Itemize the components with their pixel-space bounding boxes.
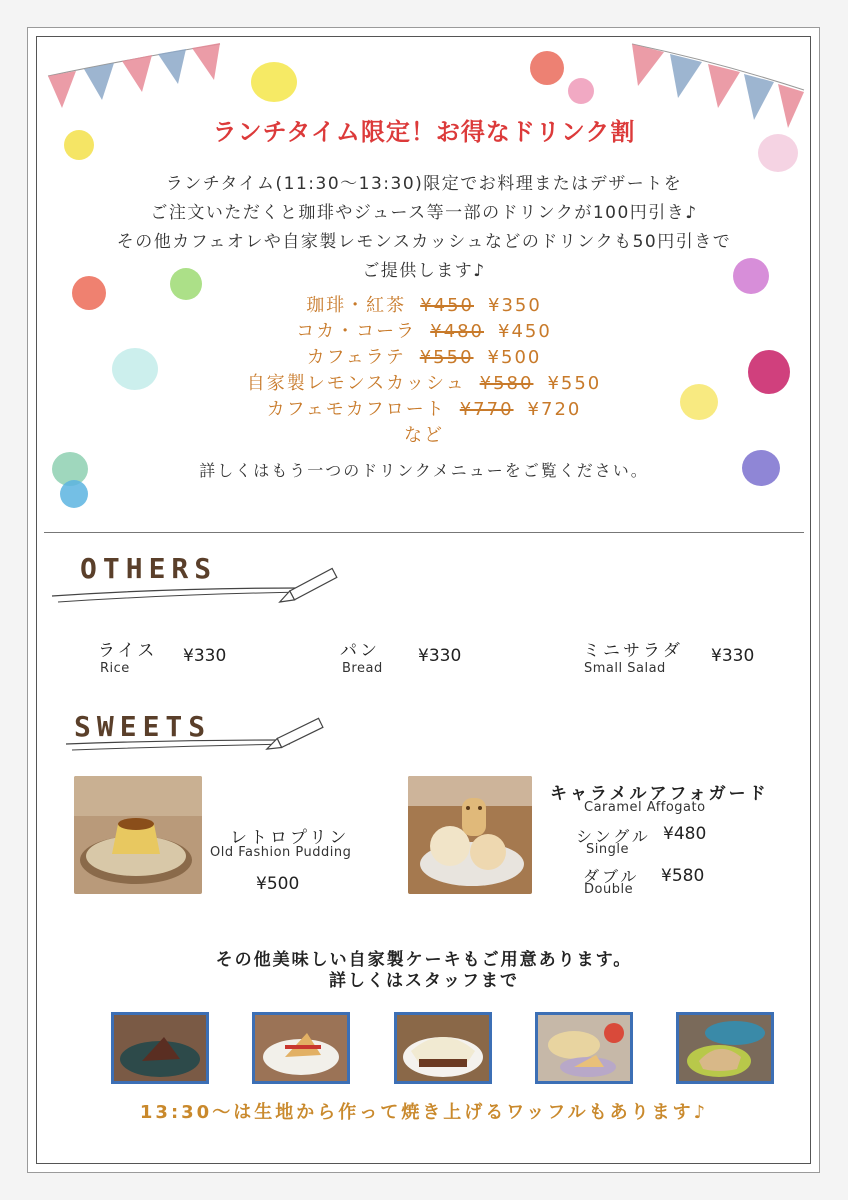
lunch-title: ランチタイム限定！お得なドリンク割 xyxy=(212,117,636,146)
drink-name: カフェラテ xyxy=(306,347,406,368)
drink-price-row xyxy=(0,343,848,369)
drink-price-row xyxy=(0,317,848,343)
others-item-price: ¥330 xyxy=(183,646,227,666)
intro-line: その他カフェオレや自家製レモンスカッシュなどのドリンクも50円引きで xyxy=(116,232,732,252)
intro-line: ランチタイム(11:30〜13:30)限定でお料理またはデザートを xyxy=(165,174,683,194)
drink-name: 珈琲・紅茶 xyxy=(306,295,407,316)
cake-photo xyxy=(676,1012,774,1084)
affogato-name: キャラメルアフォガード xyxy=(550,784,769,804)
others-item-en: Rice xyxy=(100,661,130,676)
drink-price-row xyxy=(0,369,848,395)
drink-old-price: ¥770 xyxy=(459,399,514,420)
decor-dot xyxy=(251,62,297,102)
pudding-photo xyxy=(74,776,202,894)
drink-new-price: ¥720 xyxy=(527,399,582,420)
pencil-underline xyxy=(64,716,336,754)
drink-old-price: ¥450 xyxy=(420,295,474,316)
others-item-price: ¥330 xyxy=(711,646,755,666)
others-item-name: ミニサラダ xyxy=(583,641,683,661)
affogato-double-en: Double xyxy=(584,882,634,897)
drink-new-price: ¥550 xyxy=(547,373,602,394)
affogato-single-label: シングル xyxy=(576,827,651,846)
waffle-note: 13:30〜は生地から作って焼き上げるワッフルもあります♪ xyxy=(139,1102,709,1123)
others-item-name: ライス xyxy=(98,641,158,661)
affogato-single-price: ¥480 xyxy=(663,824,707,844)
pudding-price: ¥500 xyxy=(256,874,300,894)
cake-photo xyxy=(252,1012,350,1084)
decor-dot xyxy=(60,480,88,508)
affogato-single-en: Single xyxy=(586,842,629,857)
decor-dot xyxy=(568,78,594,104)
cake-photo xyxy=(111,1012,209,1084)
affogato-double-label: ダブル xyxy=(583,867,640,886)
pencil-underline xyxy=(50,562,342,604)
cake-note-line1: その他美味しい自家製ケーキもご用意あります。 xyxy=(215,950,633,970)
section-divider xyxy=(44,532,804,533)
sweets-heading: SWEETS xyxy=(74,710,212,743)
affogato-double-price: ¥580 xyxy=(661,866,705,886)
pudding-name: レトロプリン xyxy=(230,828,350,848)
bunting-left xyxy=(44,40,224,120)
cake-photo xyxy=(535,1012,633,1084)
drink-name: 自家製レモンスカッシュ xyxy=(246,373,466,394)
pudding-en: Old Fashion Pudding xyxy=(210,845,352,860)
drink-new-price: ¥350 xyxy=(488,295,542,316)
others-item-name: パン xyxy=(340,641,380,661)
drink-price-row xyxy=(0,395,848,421)
drink-old-price: ¥480 xyxy=(430,321,484,342)
drink-etc: など xyxy=(404,425,444,446)
intro-line: ご提供します♪ xyxy=(362,261,486,281)
drink-name: カフェモカフロート xyxy=(266,399,446,420)
drink-old-price: ¥550 xyxy=(419,347,474,368)
intro-line: ご注文いただくと珈琲やジュース等一部のドリンクが100円引き♪ xyxy=(150,203,698,223)
drink-old-price: ¥580 xyxy=(479,373,534,394)
cake-photo xyxy=(394,1012,492,1084)
drink-new-price: ¥500 xyxy=(487,347,542,368)
drink-name: コカ・コーラ xyxy=(296,321,417,342)
others-item-en: Bread xyxy=(342,661,383,676)
decor-dot xyxy=(530,51,564,85)
lunch-detail-note: 詳しくはもう一つのドリンクメニューをご覧ください。 xyxy=(199,461,649,480)
affogato-photo xyxy=(408,776,532,894)
lunch-intro xyxy=(0,170,848,286)
affogato-en: Caramel Affogato xyxy=(584,800,706,815)
others-heading: OTHERS xyxy=(80,552,218,585)
cake-note-line2: 詳しくはスタッフまで xyxy=(329,971,519,991)
others-item-en: Small Salad xyxy=(584,661,666,676)
others-item-price: ¥330 xyxy=(418,646,462,666)
drink-price-row xyxy=(0,291,848,317)
drink-new-price: ¥450 xyxy=(498,321,552,342)
